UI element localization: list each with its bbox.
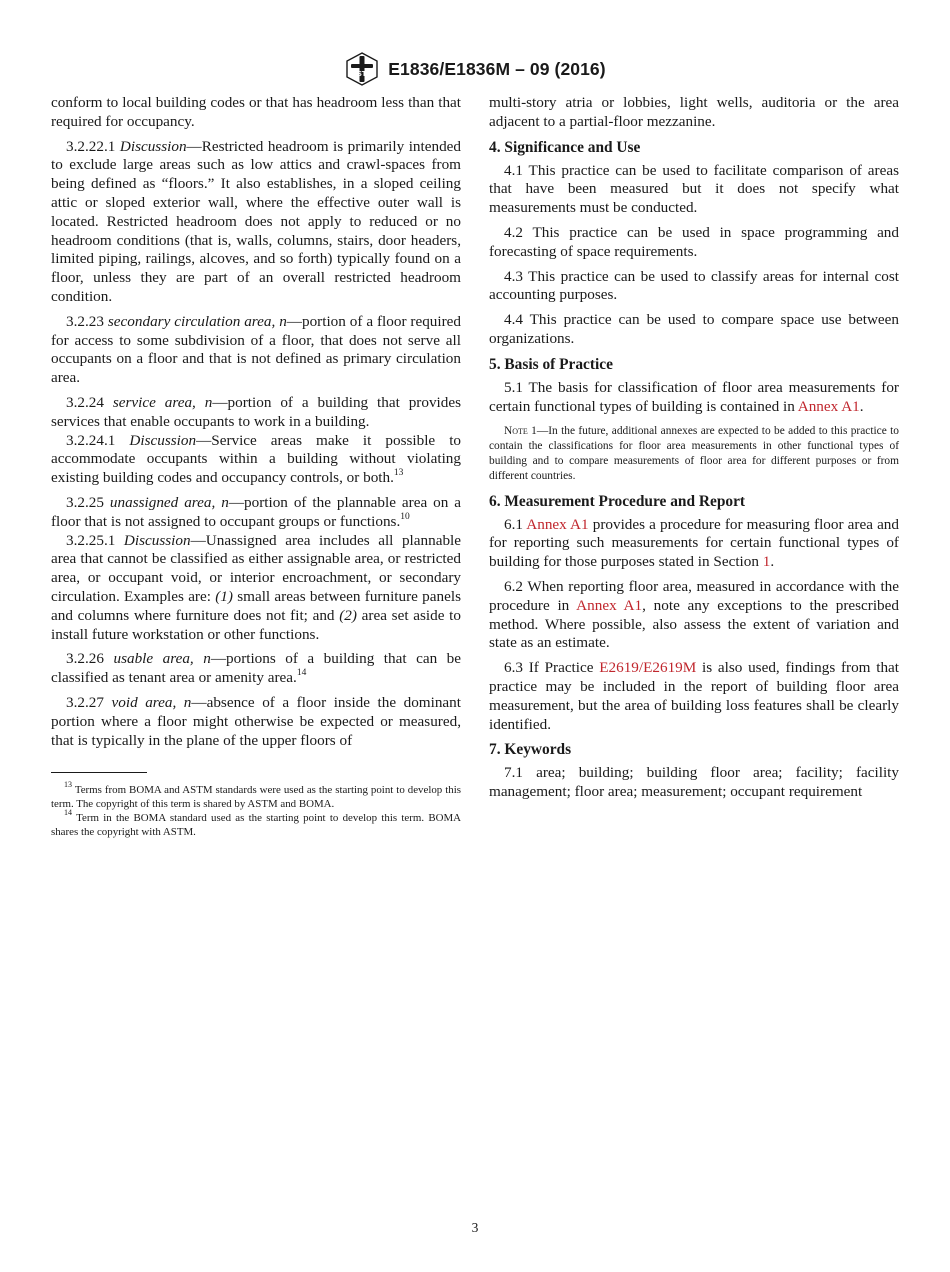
- paragraph-4-1: 4.1 This practice can be used to facilitate comparison of areas that have been measured but it does not specify what measurements must be conducted.: [489, 161, 899, 217]
- definition-3-2-22-1: 3.2.22.1 Discussion—Restricted headroom is primarily intended to exclude large areas such as low attics and crawl-spaces from being defined as “floors.” It also establishes, in a sloped ceiling attic or sloped exterior wall, where the effective outer wall is located. Restricted headroom does not apply to reduced or no headroom conditions (that is, walls, columns, stairs, door headers, limited piping, railings, alcoves, and so forth) typically found on a floor, unless they are part of an overall restricted headroom condition.: [51, 137, 462, 305]
- definition-3-2-25: 3.2.25 unassigned area, n—portion of the plannable area on a floor that is not assigned to occupant groups or functions.$^{10}$: [51, 493, 462, 530]
- annex-a1-link[interactable]: Annex A1: [797, 397, 860, 415]
- definition-3-2-27: 3.2.27 void area, n—absence of a floor inside the dominant portion where a floor might otherwise be expected or measured, that is typically in the plane of the upper floors of: [51, 693, 461, 749]
- footnote-ref-13: 13: [393, 468, 404, 479]
- paragraph-continuation: conform to local building codes or that has headroom less than that required for occupancy.: [51, 94, 461, 130]
- page-number: 3: [471, 1220, 479, 1235]
- right-column: [489, 94, 899, 808]
- paragraph-4-3: 4.3 This practice can be used to classify areas for internal cost accounting purposes.: [489, 267, 899, 304]
- definition-3-2-23: 3.2.23 secondary circulation area, n—portion of a floor required for access to some subdivision of a floor, that does not serve all occupants on a floor and that is not defined as primary circulation area.: [51, 312, 462, 387]
- definition-3-2-26: 3.2.26 usable area, n—portions of a building that can be classified as tenant area or amenity area.$^{14}$: [51, 650, 461, 687]
- paragraph-7-1: 7.1 area; building; building floor area; facility; facility management; floor area; measurement; occupant requirement: [489, 764, 899, 801]
- annex-a1-link[interactable]: Annex A1: [576, 596, 643, 614]
- annex-a1-link[interactable]: Annex A1: [526, 515, 589, 533]
- paragraph-4-2: 4.2 This practice can be used in space programming and forecasting of space requirements.: [489, 223, 899, 260]
- paragraph-5-1: 5.1 The basis for classification of floor area measurements for certain functional types of building is contained in Annex A1.: [489, 378, 899, 415]
- e2619-link[interactable]: E2619/E2619M: [599, 659, 697, 677]
- astm-logo-icon: [344, 52, 380, 86]
- footnotes: [51, 772, 461, 839]
- definition-3-2-25-1: 3.2.25.1 Discussion—Unassigned area includes all plannable area that cannot be classified as either assignable area, or restricted area, or occupant void, or interior encroachment, or secondary circulation. Examples are: (1) small areas between furniture panels and columns where furniture does not fit; and (2) area set aside to install future workstation or other functions.: [51, 531, 461, 643]
- left-column: [51, 94, 461, 756]
- section-heading-5: 5. Basis of Practice: [489, 355, 613, 373]
- standard-designation: E1836/E1836M – 09 (2016): [388, 58, 606, 79]
- definition-3-2-24: 3.2.24 service area, n—portion of a building that provides services that enable occupants to work in a building.: [51, 393, 462, 430]
- paragraph-6-3: 6.3 If Practice E2619/E2619M is also used, findings from that practice may be included in the report of building floor area measurement, but the area of building loss features shall be clearly identified.: [489, 659, 900, 733]
- footnote-divider: [51, 772, 147, 773]
- section-heading-4: 4. Significance and Use: [489, 138, 641, 156]
- footnote-13: $^{13}$ Terms from BOMA and ASTM standards were used as the starting point to develop this term. The copyright of this term is shared by ASTM and BOMA.: [51, 780, 461, 810]
- page-header: [0, 52, 950, 86]
- footnote-14: $^{14}$ Term in the BOMA standard used as the starting point to develop this term. BOMA shares the copyright with ASTM.: [51, 808, 461, 838]
- note-1: Note 1—In the future, additional annexes are expected to be added to this practice to contain the classifications for floor area measurements in other functional types of building and to compare measurements of floor area for different purposes or from different countries.: [489, 425, 899, 482]
- footnote-ref-10: 10: [400, 511, 410, 522]
- svg-text:ASTM: ASTM: [351, 69, 373, 78]
- definition-3-2-24-1: 3.2.24.1 Discussion—Service areas make it possible to accommodate occupants within a building without violating existing building codes and occupancy controls, or both.$^{13}$: [51, 431, 462, 487]
- section-heading-6: 6. Measurement Procedure and Report: [489, 492, 746, 510]
- paragraph-6-2: 6.2 When reporting floor area, measured in accordance with the procedure in Annex A1, note any exceptions to the prescribed method. Where possible, also assess the extent of variation and state as an estimate.: [489, 577, 899, 652]
- footnote-ref-14: 14: [296, 668, 307, 679]
- paragraph-4-4: 4.4 This practice can be used to compare space use between organizations.: [489, 311, 899, 347]
- paragraph-continuation: multi-story atria or lobbies, light wells, auditoria or the area adjacent to a partial-floor mezzanine.: [489, 94, 899, 130]
- paragraph-6-1: 6.1 Annex A1 provides a procedure for measuring floor area and for reporting such measurements for certain functional types of building for those purposes stated in Section 1.: [489, 515, 899, 571]
- section-heading-7: 7. Keywords: [489, 741, 572, 759]
- section-1-link[interactable]: 1: [762, 553, 771, 571]
